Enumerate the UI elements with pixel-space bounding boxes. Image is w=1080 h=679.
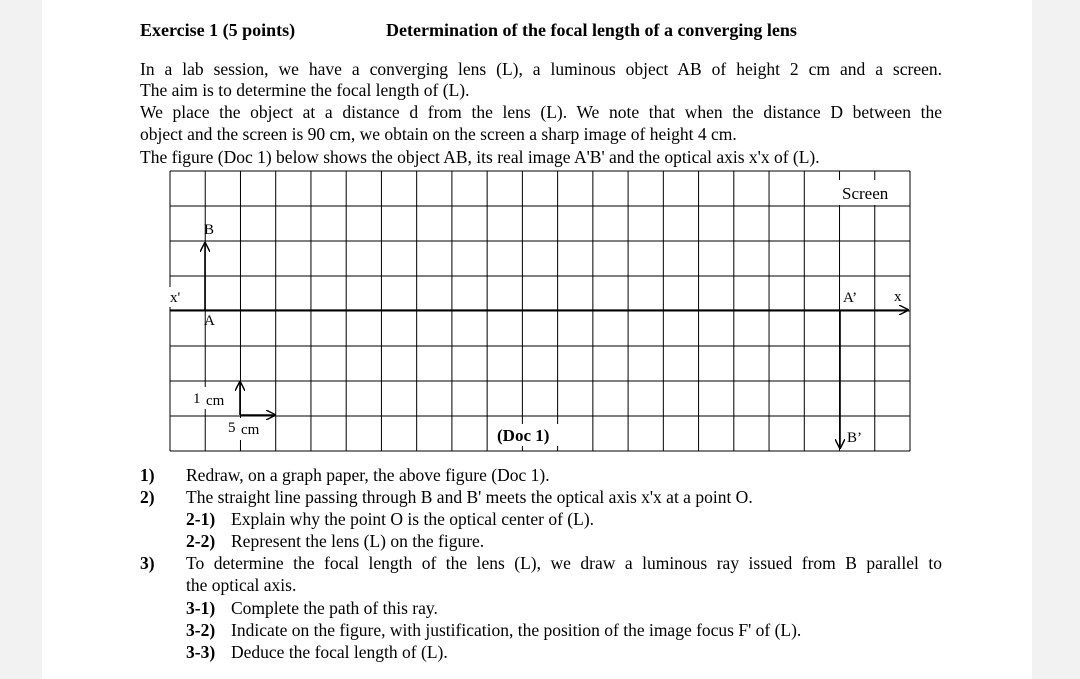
exercise-title: Determination of the focal length of a converging lens [386, 20, 797, 40]
q1-number: 1) [140, 465, 155, 485]
q2-2-text: Represent the lens (L) on the figure. [231, 531, 485, 551]
q3-1-number: 3-1) [186, 598, 216, 618]
q2-1-text: Explain why the point O is the optical center of (L). [231, 509, 595, 529]
intro-line-4: object and the screen is 90 cm, we obtain on the screen a sharp image of height 4 cm. [140, 124, 737, 144]
intro-line-1: In a lab session, we have a converging lens (L), a luminous object AB of height 2 cm and a screen. [140, 59, 942, 79]
q2-2-number: 2-2) [186, 531, 216, 551]
q3-text-line2: the optical axis. [186, 575, 297, 595]
q3-2-text: Indicate on the figure, with justification, the position of the image focus F' of (L). [231, 620, 802, 640]
intro-line-3: We place the object at a distance d from the lens (L). We note that when the distance D between the [140, 102, 942, 122]
label-B-prime: B’ [847, 430, 862, 446]
label-x: x [894, 289, 902, 305]
figure-caption: (Doc 1) [497, 426, 550, 445]
intro-line-5: The figure (Doc 1) below shows the object AB, its real image A'B' and the optical axis x'x of (L). [140, 147, 820, 167]
q2-text: The straight line passing through B and B' meets the optical axis x'x at a point O. [186, 487, 753, 507]
q3-3-text: Deduce the focal length of (L). [231, 642, 448, 662]
screen-label: Screen [842, 184, 889, 203]
q3-text-line1: To determine the focal length of the lens (L), we draw a luminous ray issued from B parallel to [186, 553, 942, 573]
q3-1-text: Complete the path of this ray. [231, 598, 438, 618]
scale-horizontal-number: 5 [228, 420, 236, 436]
graph-grid [170, 171, 910, 451]
scale-horizontal-unit: cm [241, 422, 260, 438]
label-A-prime: A’ [843, 290, 858, 306]
q2-1-number: 2-1) [186, 509, 216, 529]
scale-vertical-unit: cm [206, 393, 225, 409]
intro-line-2: The aim is to determine the focal length of (L). [140, 80, 470, 100]
q2-number: 2) [140, 487, 155, 507]
label-B: B [204, 222, 215, 238]
q3-3-number: 3-3) [186, 642, 216, 662]
label-A: A [204, 313, 215, 329]
q1-text: Redraw, on a graph paper, the above figure (Doc 1). [186, 465, 550, 485]
label-x-prime: x' [170, 290, 181, 306]
q3-2-number: 3-2) [186, 620, 216, 640]
exercise-heading: Exercise 1 (5 points) [140, 20, 296, 40]
q3-number: 3) [140, 553, 155, 573]
scale-vertical-number: 1 [193, 391, 201, 407]
